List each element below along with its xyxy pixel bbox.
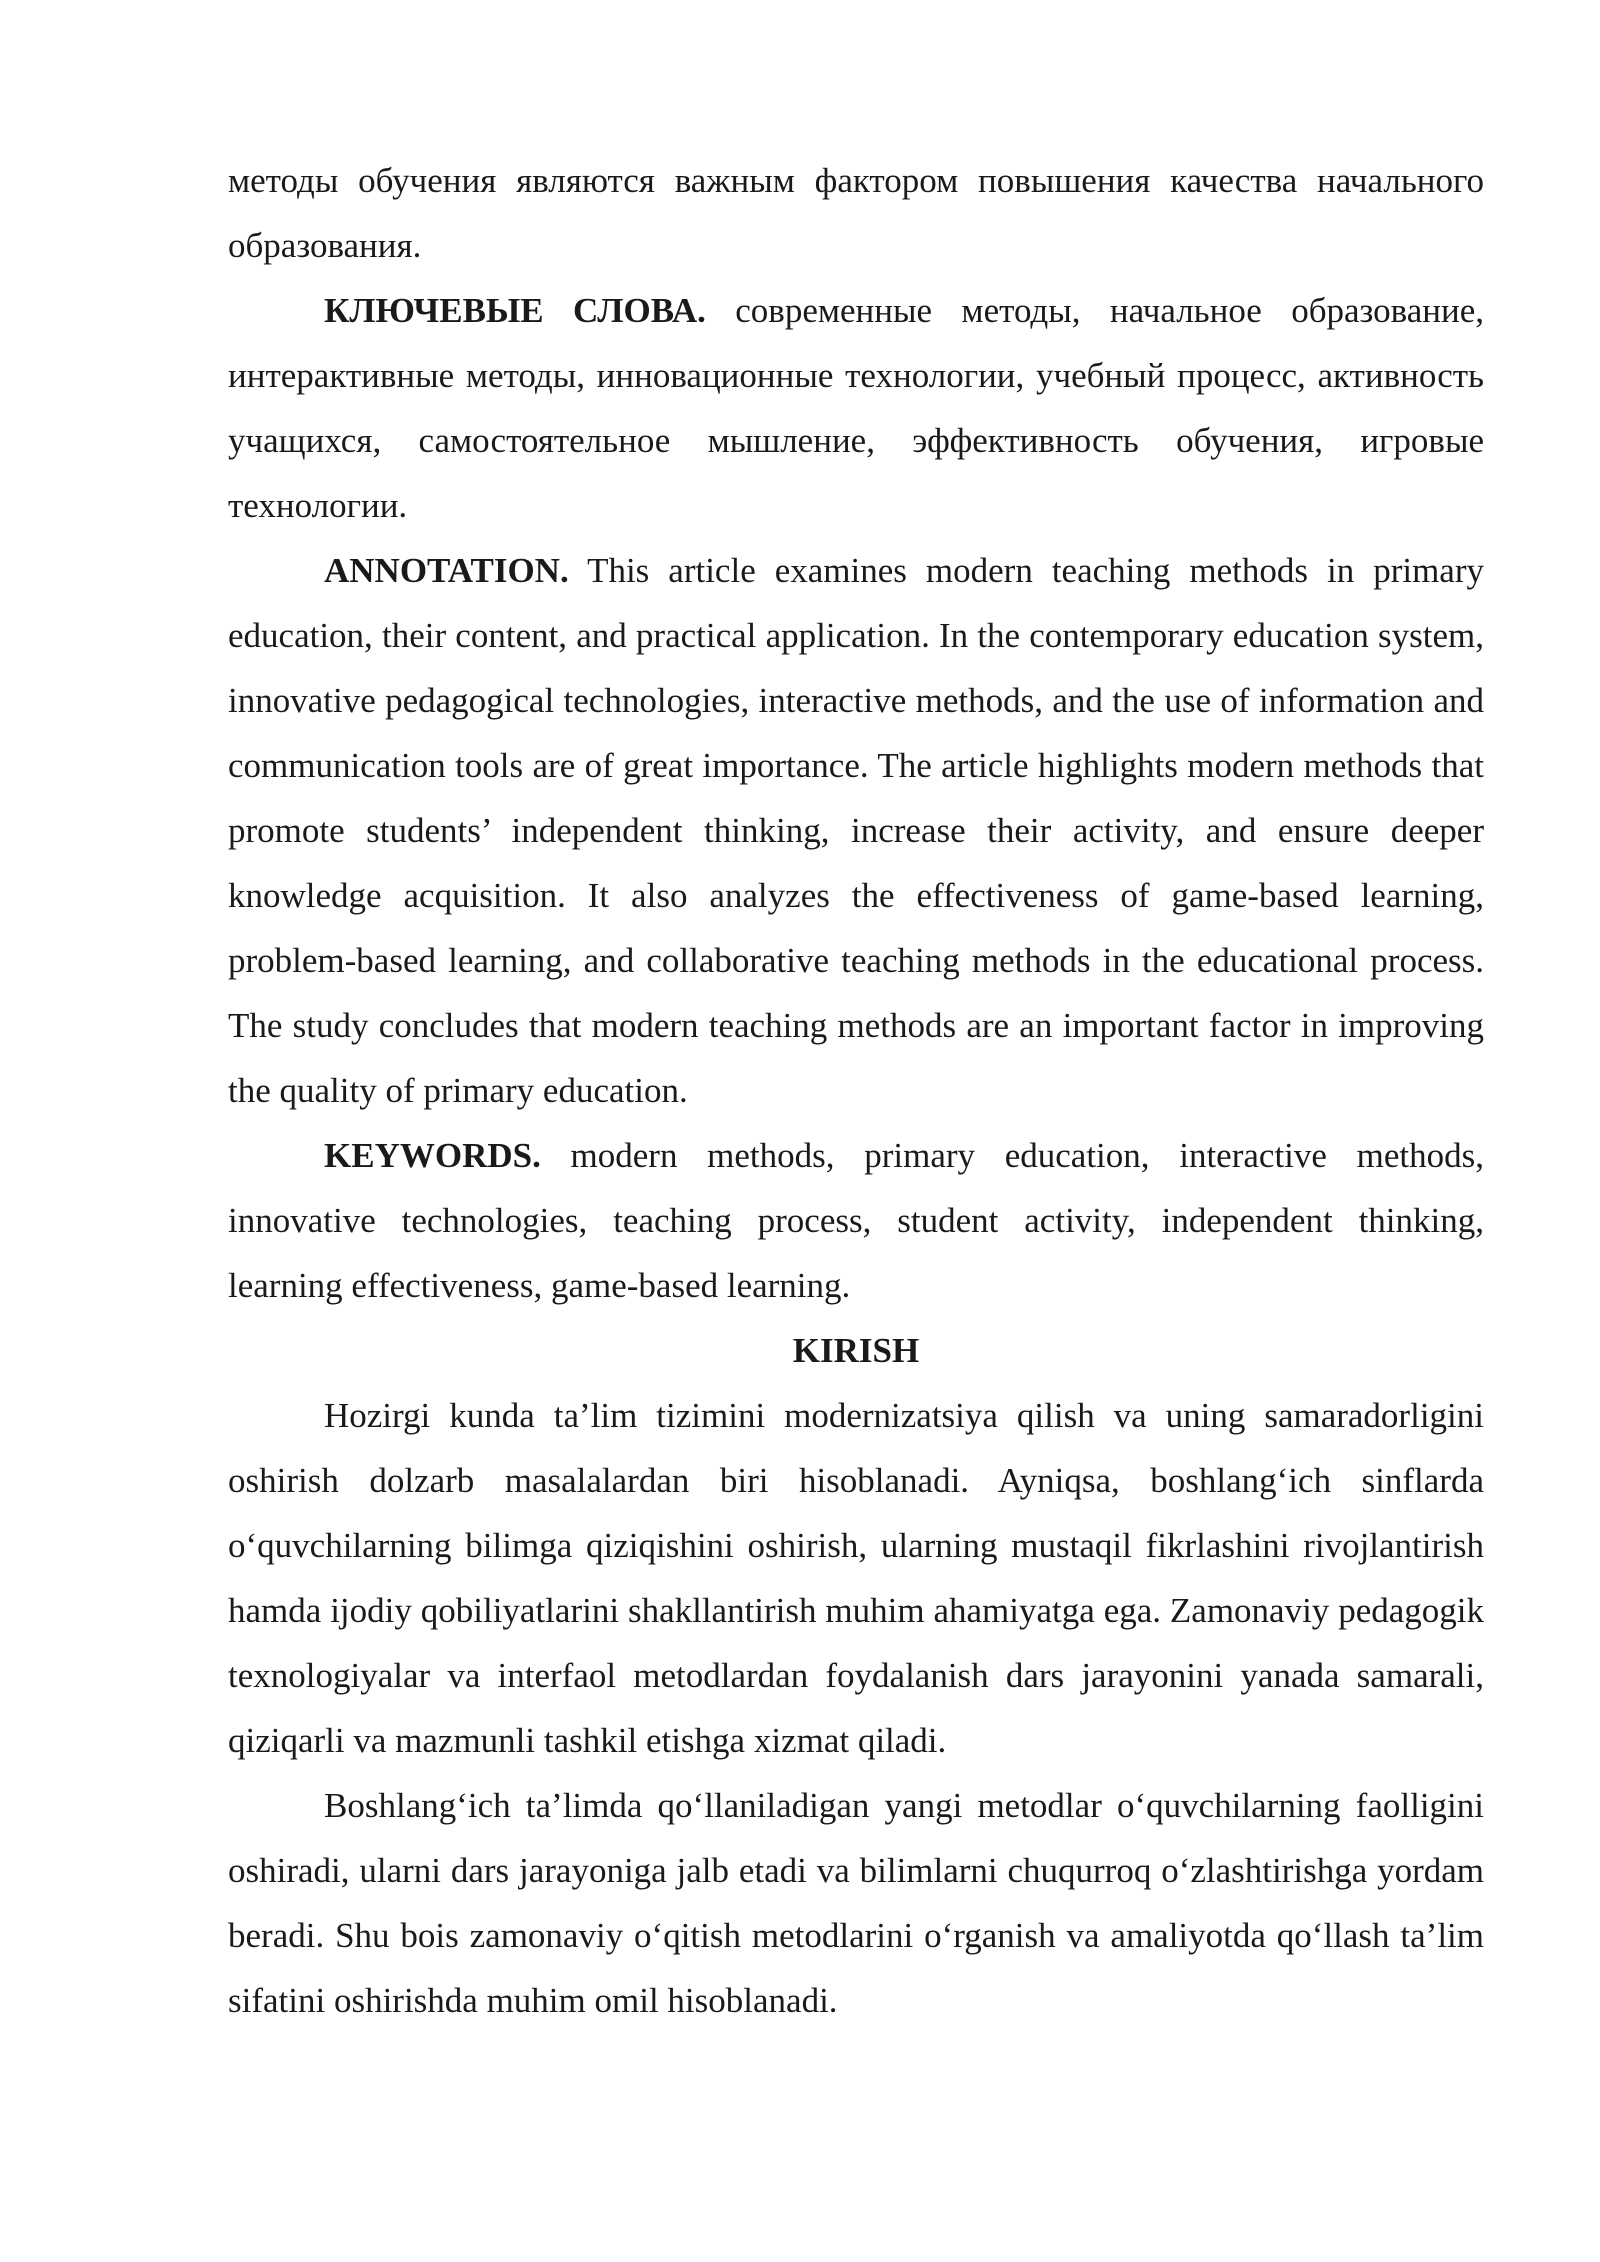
ru-keywords-text: современные методы, начальное образование, интерактивные методы, инновационные технологии, учебный процесс, активность учащихся, самостоятельное мышление, эффективность обучения, игровые технологии. (228, 291, 1484, 525)
section-heading: KIRISH (792, 1331, 920, 1370)
kirish-paragraph-2: Boshlang‘ich ta’limda qo‘llaniladigan yangi metodlar o‘quvchilarning faolligini oshiradi, ularni dars jarayoniga jalb etadi va bilimlarni chuqurroq o‘zlashtirishga yordam beradi. Shu bois zamonaviy o‘qitish metodlarini o‘rganish va amaliyotda qo‘llash ta’lim sifatini oshirishda muhim omil hisoblanadi. (228, 1786, 1484, 2020)
annotation-label: ANNOTATION. (324, 551, 569, 590)
ru-keywords-label: КЛЮЧЕВЫЕ СЛОВА. (324, 291, 706, 330)
en-keywords-paragraph (228, 1123, 1484, 1318)
intro-tail-paragraph: методы обучения являются важным фактором повышения качества начального образования. (228, 161, 1484, 265)
en-keywords-text: modern methods, primary education, interactive methods, innovative technologies, teaching process, student activity, independent thinking, learning effectiveness, game-based learning. (228, 1136, 1484, 1305)
document-body (228, 148, 1484, 2033)
ru-keywords-paragraph (228, 278, 1484, 538)
annotation-paragraph (228, 538, 1484, 1123)
annotation-text: This article examines modern teaching methods in primary education, their content, and practical application. In the contemporary education system, innovative pedagogical technologies, interactive methods, and the use of information and communication tools are of great importance. The article highlights modern methods that promote students’ independent thinking, increase their activity, and ensure deeper knowledge acquisition. It also analyzes the effectiveness of game-based learning, problem-based learning, and collaborative teaching methods in the educational process. The study concludes that modern teaching methods are an important factor in improving the quality of primary education. (228, 551, 1484, 1110)
kirish-paragraph-1: Hozirgi kunda ta’lim tizimini modernizatsiya qilish va uning samaradorligini oshirish dolzarb masalalardan biri hisoblanadi. Ayniqsa, boshlang‘ich sinflarda o‘quvchilarning bilimga qiziqishini oshirish, ularning mustaqil fikrlashini rivojlantirish hamda ijodiy qobiliyatlarini shakllantirish muhim ahamiyatga ega. Zamonaviy pedagogik texnologiyalar va interfaol metodlardan foydalanish dars jarayonini yanada samarali, qiziqarli va mazmunli tashkil etishga xizmat qiladi. (228, 1396, 1484, 1760)
en-keywords-label: KEYWORDS. (324, 1136, 541, 1175)
